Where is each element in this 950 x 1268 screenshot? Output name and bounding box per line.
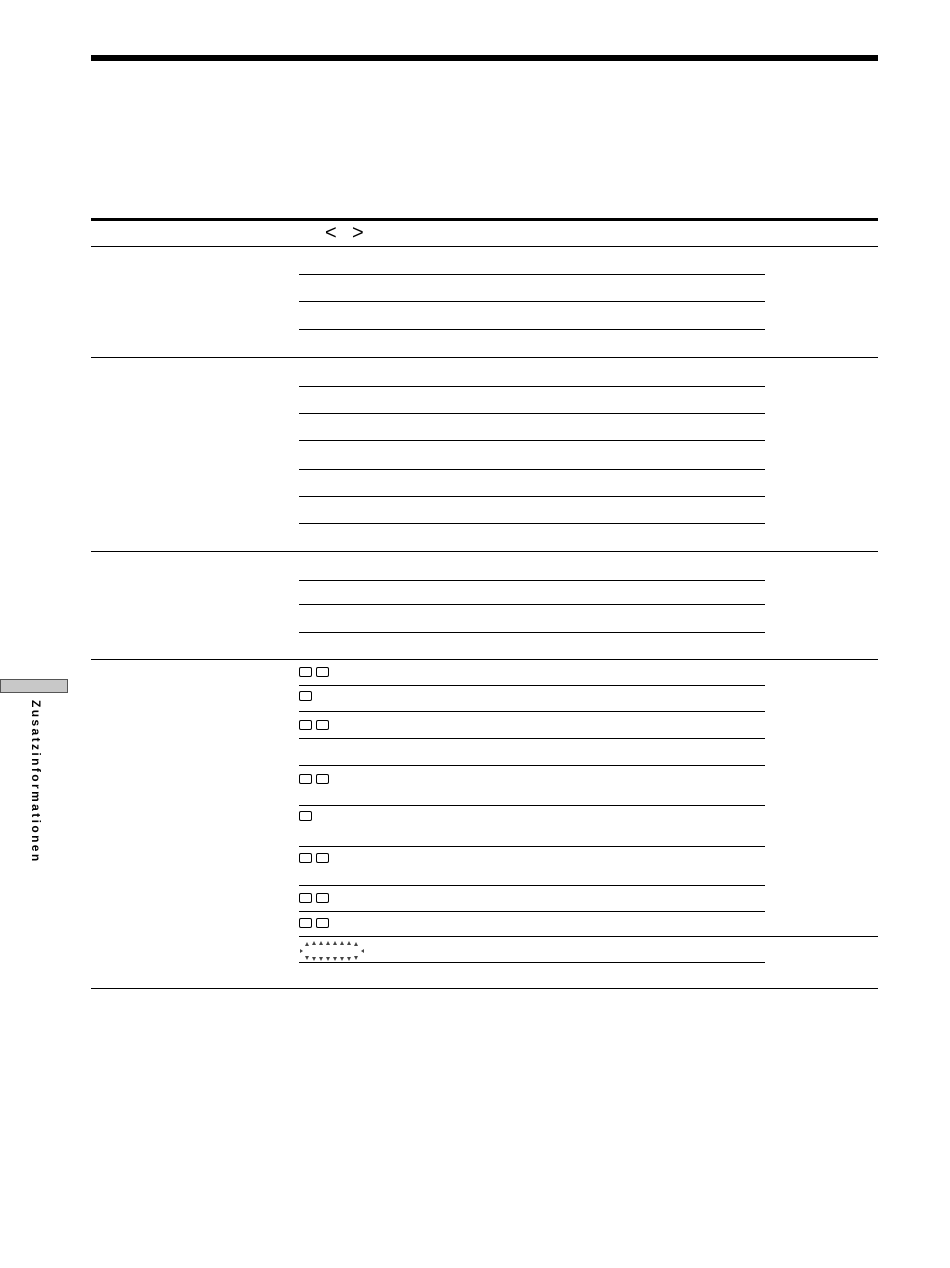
square-pair-icon — [316, 893, 329, 903]
row-divider — [299, 711, 765, 712]
row-divider — [299, 765, 765, 766]
row-divider — [299, 962, 765, 963]
row-divider — [299, 386, 765, 387]
row-divider — [299, 440, 765, 441]
row-divider — [299, 846, 765, 847]
chevron-right-icon: > — [352, 222, 364, 244]
side-tab-label: Zusatzinformationen — [29, 700, 43, 864]
row-divider — [299, 580, 765, 581]
square-pair-icon — [299, 853, 312, 863]
square-pair-icon — [299, 918, 312, 928]
row-divider — [299, 936, 878, 937]
single-square-icon — [299, 811, 312, 821]
square-pair-icon — [316, 918, 329, 928]
square-pair-icon — [299, 667, 312, 677]
row-divider — [299, 738, 765, 739]
section-divider — [91, 551, 878, 552]
row-divider — [299, 301, 765, 302]
table-bottom-rule — [91, 988, 878, 989]
row-divider — [299, 329, 765, 330]
row-divider — [299, 496, 765, 497]
row-divider — [299, 885, 765, 886]
row-divider — [299, 523, 765, 524]
row-divider — [299, 632, 765, 633]
row-divider — [299, 805, 765, 806]
square-pair-icon — [316, 667, 329, 677]
square-pair-icon — [299, 774, 312, 784]
square-pair-icon — [316, 720, 329, 730]
square-pair-icon — [316, 774, 329, 784]
row-divider — [299, 604, 765, 605]
row-divider — [299, 274, 765, 275]
table-divider — [91, 246, 878, 247]
square-pair-icon — [316, 853, 329, 863]
blinking-segment-icon — [299, 939, 365, 963]
square-pair-icon — [299, 720, 312, 730]
section-divider — [91, 659, 878, 660]
single-square-icon — [299, 691, 312, 701]
row-divider — [299, 469, 765, 470]
row-divider — [299, 911, 765, 912]
table-top-rule — [91, 218, 878, 221]
chevron-left-icon: < — [325, 222, 337, 244]
row-divider — [299, 685, 765, 686]
square-pair-icon — [299, 893, 312, 903]
side-tab-marker — [0, 679, 68, 693]
section-divider — [91, 357, 878, 358]
row-divider — [299, 413, 765, 414]
top-rule — [91, 55, 878, 61]
